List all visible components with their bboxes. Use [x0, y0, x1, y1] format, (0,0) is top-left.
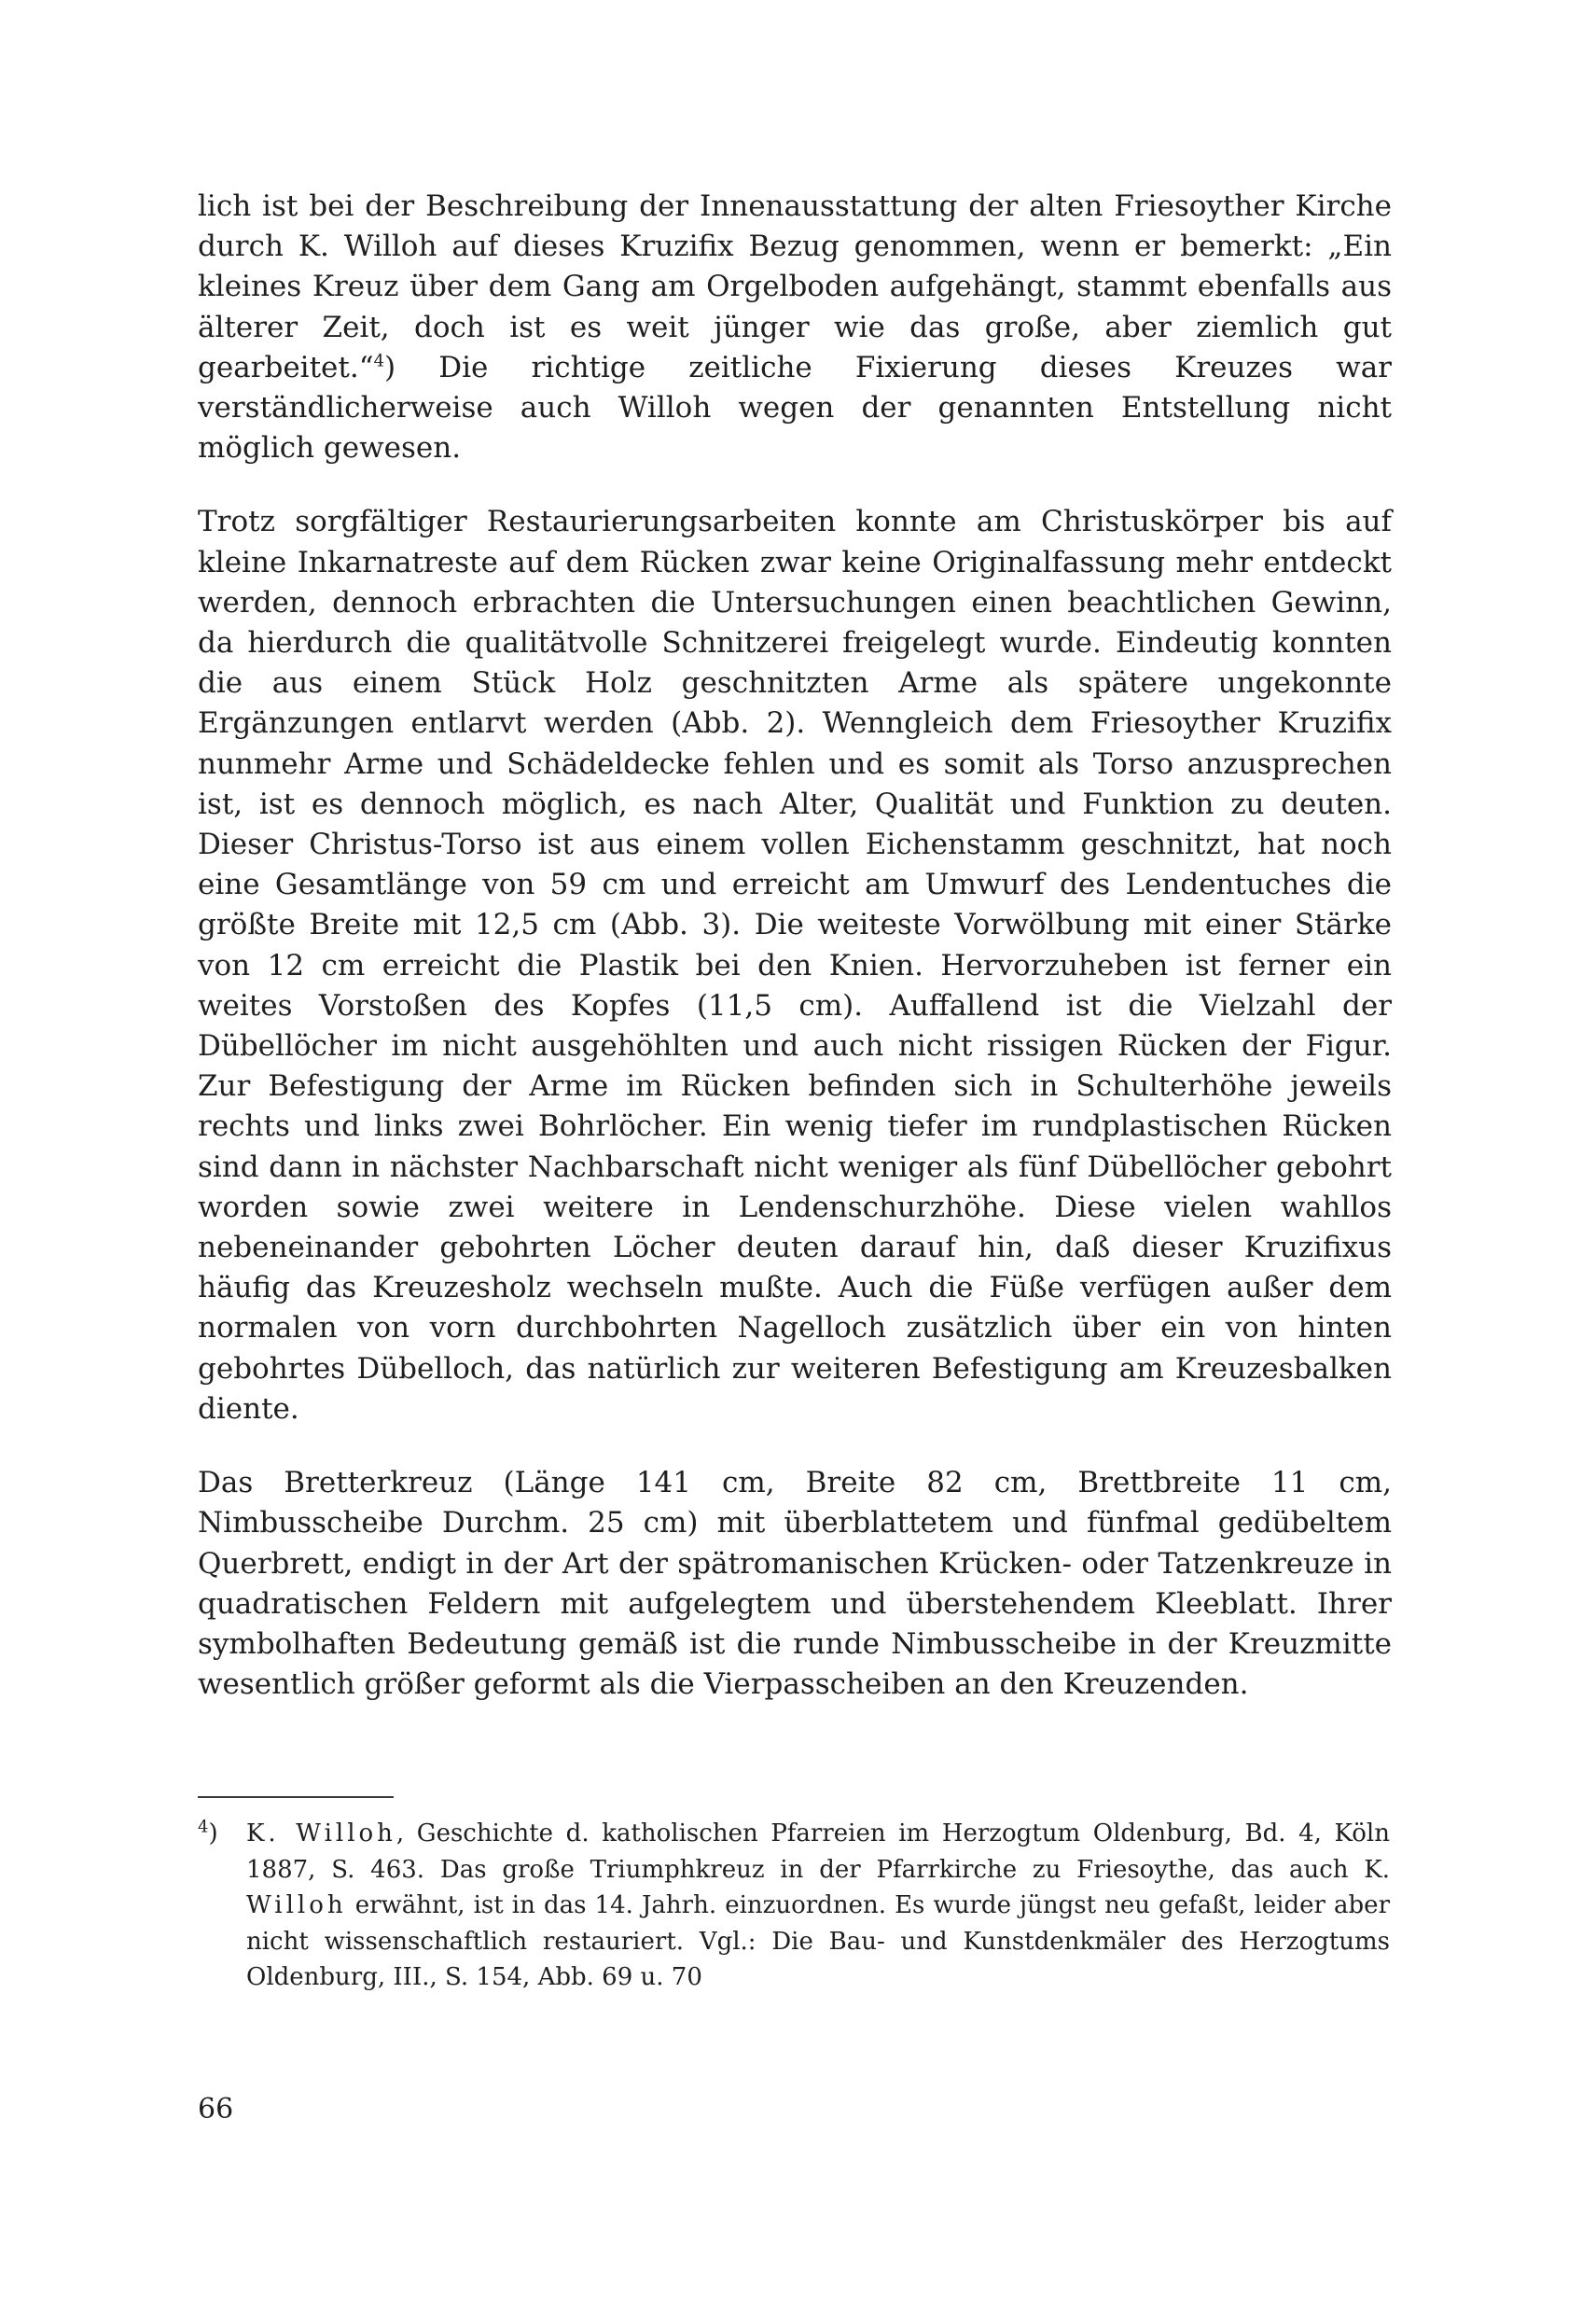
footnote-reference[interactable]: 4	[373, 351, 385, 371]
footnote-marker: $^4$)	[198, 1817, 218, 1847]
footnote-author: Willoh	[246, 1891, 347, 1919]
footnote-author: K. Willoh	[246, 1819, 396, 1847]
footnote-4	[198, 1816, 1392, 1996]
paragraph-2: Trotz sorgfältiger Restaurierungsarbeiten konnte am Christuskörper bis auf kleine Inkarnatreste auf dem Rücken zwar keine Originalfassung mehr entdeckt werden, dennoch erbrachten die Untersuchungen einen beachtlichen Gewinn, da hierdurch die qualitätvolle Schnitzerei freigelegt wurde. Eindeutig konnten die aus einem Stück Holz geschnitzten Arme als spätere ungekonnte Ergänzungen entlarvt werden (Abb. 2). Wenngleich dem Friesoyther Kruzifix nunmehr Arme und Schädeldecke fehlen und es somit als Torso anzusprechen ist, ist es dennoch möglich, es nach Alter, Qualität und Funktion zu deuten. Dieser Christus-Torso ist aus einem vollen Eichenstamm geschnitzt, hat noch eine Gesamtlänge von 59 cm und erreicht am Umwurf des Lendentuches die größte Breite mit 12,5 cm (Abb. 3). Die weiteste Vorwölbung mit einer Stärke von 12 cm erreicht die Plastik bei den Knien. Hervorzuheben ist ferner ein weites Vorstoßen des Kopfes (11,5 cm). Auffallend ist die Vielzahl der Dübellöcher im nicht ausgehöhlten und auch nicht rissigen Rücken der Figur. Zur Befestigung der Arme im Rücken befinden sich in Schulterhöhe jeweils rechts und links zwei Bohrlöcher. Ein wenig tiefer im rundplastischen Rücken sind dann in nächster Nachbarschaft nicht weniger als fünf Dübellöcher gebohrt worden sowie zwei weitere in Lendenschurzhöhe. Diese vielen wahllos nebeneinander gebohrten Löcher deuten darauf hin, daß dieser Kruzifixus häufig das Kreuzesholz wechseln mußte. Auch die Füße verfügen außer dem normalen von vorn durchbohrten Nagelloch zusätzlich über ein von hinten gebohrtes Dübelloch, das natürlich zur weiteren Befestigung am Kreuzesbalken diente.	[198, 505, 1392, 1426]
page-number: 66	[198, 2093, 234, 2126]
footnote-text: K. Willoh, Geschichte d. katholischen Pfarreien im Herzogtum Oldenburg, Bd. 4, Köln 1887, S. 463. Das große Triumphkreuz in der Pfarrkirche zu Friesoythe, das auch K. Willoh erwähnt, ist in das 14. Jahrh. einzuordnen. Es wurde jüngst neu gefaßt, leider aber nicht wissenschaftlich restauriert. Vgl.: Die Bau- und Kunstdenkmäler des Herzogtums Oldenburg, III., S. 154, Abb. 69 u. 70	[246, 1819, 1390, 1991]
main-text	[198, 187, 1392, 1705]
footnote-divider	[198, 1796, 394, 1798]
paragraph-3: Das Bretterkreuz (Länge 141 cm, Breite 82 cm, Brettbreite 11 cm, Nimbusscheibe Durchm. 25 cm) mit überblattetem und fünfmal gedübeltem Querbrett, endigt in der Art der spätromanischen Krücken- oder Tatzenkreuze in quadratischen Feldern mit aufgelegtem und überstehendem Kleeblatt. Ihrer symbolhaften Bedeutung gemäß ist die runde Nimbusscheibe in der Kreuzmitte wesentlich größer geformt als die Vierpasscheiben an den Kreuzenden.	[198, 1466, 1392, 1702]
paragraph-1: lich ist bei der Beschreibung der Innenausstattung der alten Friesoyther Kirche durch K. Willoh auf dieses Kruzifix Bezug genommen, wenn er bemerkt: „Ein kleines Kreuz über dem Gang am Orgelboden aufgehängt, stammt ebenfalls aus älterer Zeit, doch ist es weit jünger wie das große, aber ziemlich gut gearbeitet.“$^4$) Die richtige zeitliche Fixierung dieses Kreuzes war verständlicherweise auch Willoh wegen der genannten Entstellung nicht möglich gewesen.	[198, 189, 1392, 466]
